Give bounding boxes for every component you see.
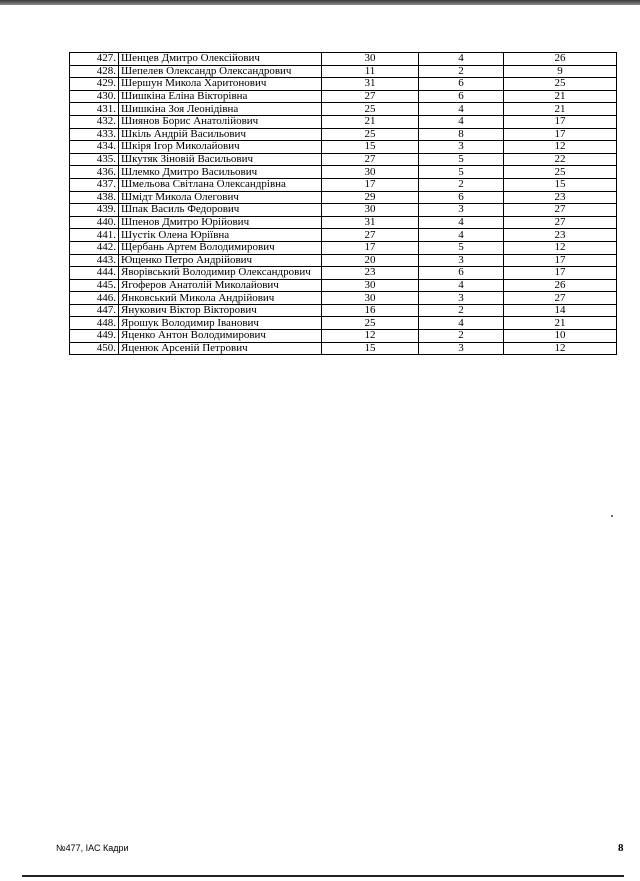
row-number: 441. [70,229,119,242]
row-number: 442. [70,241,119,254]
row-number: 444. [70,267,119,280]
value-col-1: 31 [322,78,419,91]
person-name: Шпак Василь Федорович [119,204,322,217]
value-col-3: 27 [504,204,617,217]
value-col-3: 10 [504,330,617,343]
person-name: Щербань Артем Володимирович [119,241,322,254]
table-body [70,53,617,355]
table-row [70,216,617,229]
row-number: 432. [70,115,119,128]
value-col-2: 2 [419,178,504,191]
value-col-1: 23 [322,267,419,280]
row-number: 448. [70,317,119,330]
table-row [70,304,617,317]
table-row [70,241,617,254]
row-number: 433. [70,128,119,141]
person-name: Шпенов Дмитро Юрійович [119,216,322,229]
person-name: Ярошук Володимир Іванович [119,317,322,330]
row-number: 436. [70,166,119,179]
person-name: Шкутяк Зіновій Васильович [119,153,322,166]
row-number: 450. [70,342,119,355]
person-name: Шишкіна Еліна Вікторівна [119,90,322,103]
value-col-2: 5 [419,153,504,166]
row-number: 447. [70,304,119,317]
value-col-3: 14 [504,304,617,317]
row-number: 435. [70,153,119,166]
value-col-2: 6 [419,191,504,204]
value-col-3: 25 [504,78,617,91]
value-col-1: 30 [322,204,419,217]
value-col-3: 27 [504,292,617,305]
person-name: Шмельова Світлана Олександрівна [119,178,322,191]
value-col-2: 6 [419,78,504,91]
row-number: 443. [70,254,119,267]
value-col-1: 15 [322,342,419,355]
row-number: 440. [70,216,119,229]
value-col-1: 27 [322,153,419,166]
table-row [70,128,617,141]
value-col-3: 22 [504,153,617,166]
table-row [70,141,617,154]
value-col-1: 30 [322,279,419,292]
person-name: Шустік Олена Юріївна [119,229,322,242]
row-number: 446. [70,292,119,305]
value-col-3: 26 [504,279,617,292]
value-col-1: 30 [322,53,419,66]
table-row [70,267,617,280]
person-name: Шишкіна Зоя Леонідівна [119,103,322,116]
person-name: Яценко Антон Володимирович [119,330,322,343]
person-name: Шмідт Микола Олегович [119,191,322,204]
row-number: 431. [70,103,119,116]
value-col-2: 6 [419,267,504,280]
table-row [70,90,617,103]
table-row [70,254,617,267]
table-row [70,178,617,191]
value-col-2: 3 [419,204,504,217]
value-col-1: 15 [322,141,419,154]
person-name: Яворівський Володимир Олександрович [119,267,322,280]
table-row [70,166,617,179]
value-col-1: 17 [322,178,419,191]
value-col-3: 21 [504,317,617,330]
person-name: Шенцев Дмитро Олексійович [119,53,322,66]
value-col-2: 6 [419,90,504,103]
table-row [70,292,617,305]
value-col-2: 4 [419,115,504,128]
value-col-3: 25 [504,166,617,179]
value-col-2: 2 [419,304,504,317]
value-col-1: 30 [322,166,419,179]
person-name: Шкіль Андрій Васильович [119,128,322,141]
value-col-2: 5 [419,166,504,179]
table-row [70,153,617,166]
value-col-2: 4 [419,317,504,330]
person-name: Шепелев Олександр Олександрович [119,65,322,78]
person-name: Шкіря Ігор Миколайович [119,141,322,154]
table-row [70,204,617,217]
row-number: 434. [70,141,119,154]
row-number: 430. [70,90,119,103]
value-col-1: 27 [322,90,419,103]
value-col-3: 26 [504,53,617,66]
value-col-3: 15 [504,178,617,191]
row-number: 428. [70,65,119,78]
scan-speck [611,515,613,517]
row-number: 445. [70,279,119,292]
person-name: Янукович Віктор Вікторович [119,304,322,317]
deputies-table [69,52,617,355]
table-row [70,330,617,343]
value-col-2: 4 [419,53,504,66]
value-col-3: 21 [504,103,617,116]
value-col-2: 3 [419,141,504,154]
page-number: 8 [618,842,624,854]
value-col-3: 17 [504,254,617,267]
table-row [70,279,617,292]
person-name: Шлемко Дмитро Васильович [119,166,322,179]
value-col-2: 4 [419,229,504,242]
value-col-3: 23 [504,229,617,242]
value-col-1: 25 [322,128,419,141]
value-col-3: 23 [504,191,617,204]
value-col-3: 12 [504,141,617,154]
footer-document-id: №477, ІАС Кадри [56,843,129,853]
table-row [70,53,617,66]
value-col-2: 8 [419,128,504,141]
value-col-1: 31 [322,216,419,229]
value-col-2: 3 [419,342,504,355]
value-col-1: 12 [322,330,419,343]
value-col-1: 21 [322,115,419,128]
value-col-2: 5 [419,241,504,254]
table-row [70,65,617,78]
value-col-3: 27 [504,216,617,229]
value-col-2: 4 [419,216,504,229]
table-row [70,317,617,330]
table-row [70,191,617,204]
value-col-1: 29 [322,191,419,204]
table-row [70,342,617,355]
person-name: Шиянов Борис Анатолійович [119,115,322,128]
row-number: 438. [70,191,119,204]
value-col-1: 25 [322,317,419,330]
value-col-2: 2 [419,330,504,343]
value-col-1: 27 [322,229,419,242]
value-col-3: 17 [504,128,617,141]
value-col-3: 9 [504,65,617,78]
table-row [70,78,617,91]
table-row [70,103,617,116]
value-col-2: 2 [419,65,504,78]
scan-top-edge [0,0,640,5]
table-row [70,229,617,242]
person-name: Шершун Микола Харитонович [119,78,322,91]
scan-bottom-line [22,875,624,877]
value-col-1: 16 [322,304,419,317]
value-col-1: 11 [322,65,419,78]
value-col-3: 17 [504,115,617,128]
row-number: 427. [70,53,119,66]
value-col-1: 20 [322,254,419,267]
row-number: 439. [70,204,119,217]
value-col-3: 21 [504,90,617,103]
row-number: 449. [70,330,119,343]
table-row [70,115,617,128]
value-col-3: 17 [504,267,617,280]
value-col-2: 4 [419,103,504,116]
person-name: Ющенко Петро Андрійович [119,254,322,267]
value-col-3: 12 [504,241,617,254]
value-col-1: 30 [322,292,419,305]
value-col-2: 3 [419,254,504,267]
value-col-2: 3 [419,292,504,305]
person-name: Ягоферов Анатолій Миколайович [119,279,322,292]
value-col-2: 4 [419,279,504,292]
value-col-1: 25 [322,103,419,116]
person-name: Янковський Микола Андрійович [119,292,322,305]
value-col-3: 12 [504,342,617,355]
row-number: 429. [70,78,119,91]
value-col-1: 17 [322,241,419,254]
person-name: Яценюк Арсеній Петрович [119,342,322,355]
row-number: 437. [70,178,119,191]
